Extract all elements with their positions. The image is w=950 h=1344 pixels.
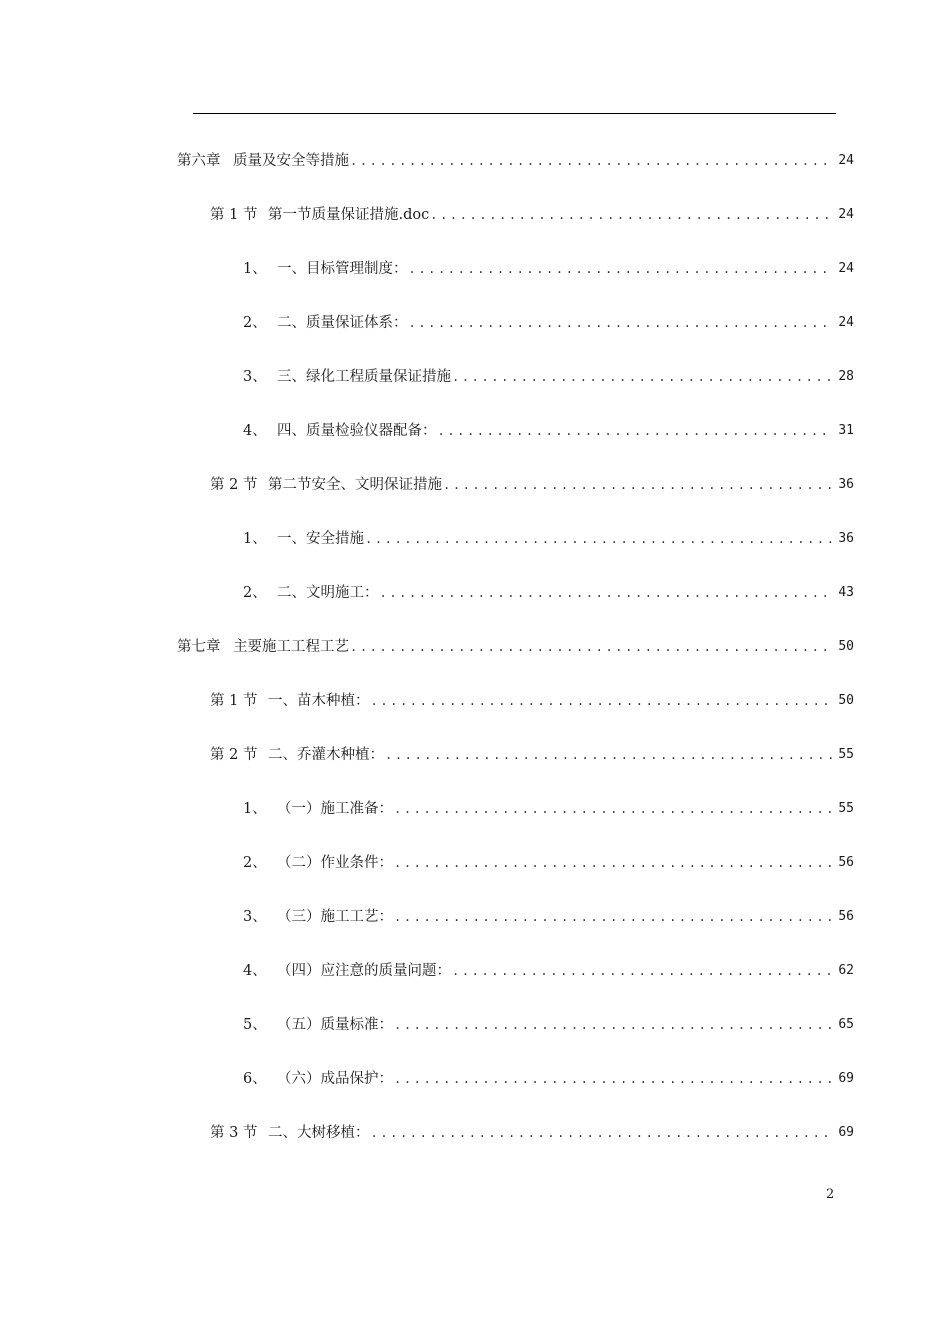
page-number: 2: [826, 1187, 835, 1202]
toc-entry-page: 50: [838, 693, 854, 708]
toc-entry-title: 一、安全措施: [277, 531, 364, 547]
toc-entry[interactable]: [0, 901, 950, 955]
toc-entry-title: 一、苗木种植：: [268, 693, 370, 709]
toc-dot-leader: [409, 253, 833, 285]
toc-entry[interactable]: [0, 739, 950, 793]
toc-entry-title: 二、质量保证体系：: [277, 315, 408, 331]
toc-dot-leader: [394, 901, 832, 933]
toc-entry-number: 第 2 节: [210, 747, 258, 763]
toc-entry-page: 50: [838, 639, 854, 654]
toc-entry-page: 65: [838, 1017, 854, 1032]
toc-entry-page: 24: [838, 315, 854, 330]
toc-dot-leader: [443, 469, 832, 501]
toc-entry-page: 69: [838, 1125, 854, 1140]
toc-dot-leader: [430, 199, 832, 231]
toc-entry[interactable]: [0, 793, 950, 847]
toc-entry-page: 31: [838, 423, 854, 438]
toc-entry[interactable]: [0, 361, 950, 415]
toc-entry[interactable]: [0, 1117, 950, 1171]
toc-dot-leader: [350, 145, 832, 177]
toc-entry-page: 36: [838, 477, 854, 492]
toc-entry-number: 第 1 节: [210, 693, 258, 709]
toc-entry-page: 56: [838, 909, 854, 924]
toc-dot-leader: [394, 1009, 832, 1041]
toc-entry-number: 1、: [243, 801, 267, 817]
toc-entry-page: 28: [838, 369, 854, 384]
toc-entry-number: 第 2 节: [210, 477, 258, 493]
toc-entry[interactable]: [0, 577, 950, 631]
table-of-contents: [0, 145, 950, 1171]
toc-entry-number: 2、: [243, 855, 267, 871]
toc-entry-title: 主要施工工程工艺: [233, 639, 349, 655]
toc-entry-title: 第二节安全、文明保证措施: [268, 477, 442, 493]
toc-entry-page: 55: [838, 801, 854, 816]
toc-entry-number: 4、: [243, 423, 267, 439]
toc-entry[interactable]: [0, 199, 950, 253]
toc-entry-page: 36: [838, 531, 854, 546]
toc-dot-leader: [394, 847, 832, 879]
toc-entry-number: 2、: [243, 315, 267, 331]
toc-dot-leader: [452, 361, 832, 393]
toc-entry[interactable]: [0, 955, 950, 1009]
toc-entry[interactable]: [0, 145, 950, 199]
toc-dot-leader: [385, 739, 832, 771]
toc-entry[interactable]: [0, 1009, 950, 1063]
toc-entry-title: （五）质量标准：: [277, 1017, 393, 1033]
toc-entry-page: 43: [838, 585, 854, 600]
toc-entry-page: 24: [838, 153, 854, 168]
toc-entry-page: 24: [838, 207, 854, 222]
toc-entry-title: 二、文明施工：: [277, 585, 379, 601]
toc-entry[interactable]: [0, 631, 950, 685]
toc-dot-leader: [394, 793, 832, 825]
toc-entry-page: 24: [838, 261, 854, 276]
toc-entry-title: 三、绿化工程质量保证措施: [277, 369, 451, 385]
toc-entry-number: 4、: [243, 963, 267, 979]
toc-entry[interactable]: [0, 415, 950, 469]
toc-dot-leader: [371, 685, 833, 717]
toc-dot-leader: [438, 415, 833, 447]
toc-entry-title: 质量及安全等措施: [233, 153, 349, 169]
toc-entry[interactable]: [0, 1063, 950, 1117]
toc-entry-number: 第六章: [177, 153, 221, 169]
toc-entry-number: 2、: [243, 585, 267, 601]
toc-entry-number: 3、: [243, 909, 267, 925]
toc-entry-page: 55: [838, 747, 854, 762]
toc-entry-number: 第 1 节: [210, 207, 258, 223]
toc-entry[interactable]: [0, 307, 950, 361]
toc-entry-page: 62: [838, 963, 854, 978]
toc-entry[interactable]: [0, 847, 950, 901]
toc-entry-number: 3、: [243, 369, 267, 385]
toc-entry[interactable]: [0, 523, 950, 577]
toc-entry-title: 四、质量检验仪器配备：: [277, 423, 437, 439]
toc-dot-leader: [394, 1063, 832, 1095]
toc-dot-leader: [371, 1117, 833, 1149]
toc-entry[interactable]: [0, 685, 950, 739]
toc-entry-number: 1、: [243, 261, 267, 277]
toc-entry-title: 一、目标管理制度：: [277, 261, 408, 277]
toc-entry-number: 第七章: [177, 639, 221, 655]
toc-entry-title: （三）施工工艺：: [277, 909, 393, 925]
toc-entry[interactable]: [0, 253, 950, 307]
toc-dot-leader: [365, 523, 832, 555]
toc-dot-leader: [409, 307, 833, 339]
toc-entry-title: 第一节质量保证措施.doc: [268, 207, 430, 223]
toc-entry-title: （四）应注意的质量问题：: [277, 963, 451, 979]
toc-entry-number: 6、: [243, 1071, 267, 1087]
toc-entry[interactable]: [0, 469, 950, 523]
toc-entry-number: 5、: [243, 1017, 267, 1033]
toc-entry-page: 69: [838, 1071, 854, 1086]
header-rule: [193, 113, 836, 114]
toc-entry-title: （一）施工准备：: [277, 801, 393, 817]
toc-entry-page: 56: [838, 855, 854, 870]
toc-entry-number: 1、: [243, 531, 267, 547]
toc-entry-title: （六）成品保护：: [277, 1071, 393, 1087]
toc-dot-leader: [452, 955, 832, 987]
toc-dot-leader: [350, 631, 832, 663]
toc-entry-title: 二、大树移植：: [268, 1125, 370, 1141]
toc-entry-title: （二）作业条件：: [277, 855, 393, 871]
toc-dot-leader: [380, 577, 833, 609]
toc-entry-title: 二、乔灌木种植：: [268, 747, 384, 763]
toc-entry-number: 第 3 节: [210, 1125, 258, 1141]
